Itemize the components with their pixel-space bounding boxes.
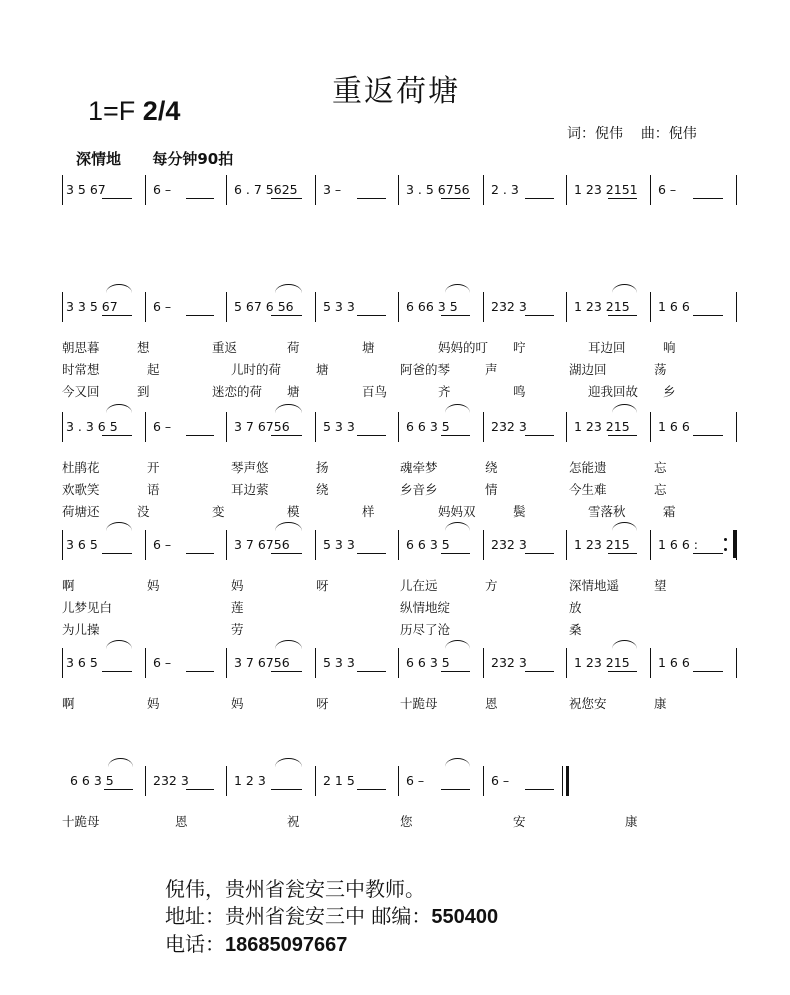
lyric-syllable: 呀 — [316, 578, 329, 593]
eighth-beam — [102, 198, 132, 199]
measure-notes: 6 6 3 5 — [406, 419, 450, 434]
lyric-syllable: 扬 — [316, 460, 329, 475]
lyric-syllable: 忘 — [654, 482, 667, 497]
barline — [650, 292, 651, 322]
barline — [650, 412, 651, 442]
postal-code: 550400 — [431, 906, 499, 928]
lyric-syllable: 十跪母 — [62, 814, 100, 829]
barline — [566, 292, 567, 322]
barline — [483, 175, 484, 205]
barline — [315, 648, 316, 678]
lyric-syllable: 恩 — [485, 696, 498, 711]
lyric-syllable: 阿爸的琴 — [400, 362, 451, 377]
bpm: 每分钟90拍 — [152, 150, 234, 168]
barline — [226, 648, 227, 678]
lyric-syllable: 鬓 — [513, 504, 526, 519]
slur — [445, 284, 471, 293]
final-barline — [562, 766, 563, 796]
measure-notes: 3 6 5 — [66, 655, 98, 670]
measure-notes: 3 3 5 67 — [66, 299, 118, 314]
measure-notes: 6 66 3 5 — [406, 299, 458, 314]
barline — [398, 412, 399, 442]
measure-notes: 6 – — [406, 773, 425, 788]
lyric-syllable: 忘 — [654, 460, 667, 475]
repeat-dot — [724, 548, 727, 551]
slur — [612, 522, 637, 531]
barline — [315, 766, 316, 796]
slur — [106, 404, 132, 413]
slur — [275, 404, 302, 413]
lyric-syllable: 怎能遗 — [569, 460, 607, 475]
barline — [736, 292, 737, 322]
slur — [275, 284, 302, 293]
barline — [398, 175, 399, 205]
eighth-beam — [357, 789, 386, 790]
lyric-syllable: 妈 — [147, 578, 160, 593]
measure-notes: 6 – — [153, 182, 172, 197]
lyric-syllable: 样 — [362, 504, 375, 519]
barline — [483, 766, 484, 796]
slur — [108, 758, 133, 767]
lyric-syllable: 祝您安 — [569, 696, 607, 711]
eighth-beam — [186, 198, 214, 199]
repeat-bar — [733, 530, 736, 558]
lyric-syllable: 语 — [147, 482, 160, 497]
lyric-syllable: 方 — [485, 578, 498, 593]
barline — [62, 412, 63, 442]
barline — [62, 648, 63, 678]
lyric-syllable: 啊 — [62, 696, 75, 711]
lyric-syllable: 迎我回故 — [588, 384, 639, 399]
barline — [226, 530, 227, 560]
author-info: 倪伟，贵州省瓮安三中教师。 — [165, 877, 425, 901]
measure-notes: 1 23 215 — [574, 299, 630, 314]
barline — [736, 175, 737, 205]
measure-notes: 2 1 5 — [323, 773, 355, 788]
lyric-syllable: 放 — [569, 600, 582, 615]
lyric-syllable: 纵情地绽 — [400, 600, 451, 615]
measure-notes: 3 5 67 — [66, 182, 106, 197]
barline — [226, 292, 227, 322]
barline — [398, 648, 399, 678]
composer: 曲：倪伟 — [640, 126, 697, 142]
expression: 深情地 — [76, 150, 122, 168]
measure-notes: 6 6 3 5 — [406, 655, 450, 670]
measure-notes: 1 2 3 — [234, 773, 266, 788]
lyric-syllable: 今又回 — [62, 384, 100, 399]
eighth-beam — [102, 553, 132, 554]
barline — [62, 292, 63, 322]
eighth-beam — [525, 315, 554, 316]
lyric-syllable: 鸣 — [513, 384, 526, 399]
barline — [566, 175, 567, 205]
lyric-syllable: 绕 — [316, 482, 329, 497]
lyric-syllable: 雪落秋 — [588, 504, 626, 519]
barline — [398, 766, 399, 796]
barline — [566, 648, 567, 678]
eighth-beam — [357, 553, 386, 554]
barline — [315, 530, 316, 560]
lyric-syllable: 儿在远 — [400, 578, 438, 593]
lyric-syllable: 塘 — [287, 384, 300, 399]
eighth-beam — [357, 435, 386, 436]
barline — [398, 530, 399, 560]
lyricist: 词：倪伟 — [567, 126, 623, 142]
slur — [106, 522, 132, 531]
measure-notes: 2 . 3 — [491, 182, 519, 197]
lyric-syllable: 康 — [654, 696, 667, 711]
measure-notes: 1 23 215 — [574, 419, 630, 434]
measure-notes: 3 – — [323, 182, 342, 197]
lyric-syllable: 到 — [137, 384, 150, 399]
song-title: 重返荷塘 — [332, 74, 460, 109]
barline — [226, 412, 227, 442]
measure-notes: 6 – — [153, 537, 172, 552]
lyric-syllable: 绕 — [485, 460, 498, 475]
slur — [106, 284, 132, 293]
lyric-syllable: 儿梦见白 — [62, 600, 113, 615]
phone-info — [165, 928, 347, 957]
eighth-beam — [186, 435, 214, 436]
barline — [62, 175, 63, 205]
measure-notes: 5 67 6 56 — [234, 299, 294, 314]
eighth-beam — [525, 198, 554, 199]
measure-notes: 6 – — [153, 655, 172, 670]
eighth-beam — [271, 553, 302, 554]
eighth-beam — [271, 435, 302, 436]
measure-notes: 232 3 — [491, 419, 527, 434]
eighth-beam — [441, 198, 471, 199]
lyric-syllable: 为儿操 — [62, 622, 100, 637]
lyric-syllable: 湖边回 — [569, 362, 607, 377]
lyric-syllable: 开 — [147, 460, 160, 475]
barline — [315, 292, 316, 322]
eighth-beam — [271, 315, 302, 316]
lyric-syllable: 响 — [663, 340, 676, 355]
measure-notes: 5 3 3 — [323, 299, 355, 314]
lyric-syllable: 迷恋的荷 — [212, 384, 263, 399]
barline — [226, 175, 227, 205]
slur — [612, 284, 637, 293]
eighth-beam — [608, 198, 637, 199]
meter: 2/4 — [142, 96, 181, 126]
measure-notes: 3 . 3 6 5 — [66, 419, 118, 434]
measure-notes: 6 – — [153, 419, 172, 434]
slur — [445, 640, 471, 649]
slur — [445, 758, 471, 767]
measure-notes: 3 7 6756 — [234, 537, 290, 552]
measure-notes: 1 6 6 — [658, 419, 690, 434]
barline — [483, 648, 484, 678]
lyric-syllable: 康 — [625, 814, 638, 829]
tempo-marking — [76, 148, 233, 169]
measure-notes: 5 3 3 — [323, 419, 355, 434]
lyric-syllable: 魂牵梦 — [400, 460, 438, 475]
eighth-beam — [441, 671, 471, 672]
eighth-beam — [271, 671, 302, 672]
eighth-beam — [693, 435, 723, 436]
lyric-syllable: 妈妈的叮 — [438, 340, 489, 355]
slur — [612, 640, 637, 649]
eighth-beam — [357, 198, 386, 199]
lyric-syllable: 桑 — [569, 622, 582, 637]
lyric-syllable: 十跪母 — [400, 696, 438, 711]
lyric-syllable: 荷 — [287, 340, 300, 355]
eighth-beam — [271, 198, 302, 199]
lyric-syllable: 重返 — [212, 340, 238, 355]
eighth-beam — [102, 435, 132, 436]
eighth-beam — [186, 315, 214, 316]
eighth-beam — [693, 553, 723, 554]
lyric-syllable: 历尽了沧 — [400, 622, 451, 637]
eighth-beam — [102, 671, 132, 672]
lyric-syllable: 妈 — [231, 578, 244, 593]
eighth-beam — [608, 315, 637, 316]
lyric-syllable: 耳边回 — [588, 340, 626, 355]
eighth-beam — [608, 553, 637, 554]
eighth-beam — [186, 671, 214, 672]
lyric-syllable: 塘 — [316, 362, 329, 377]
lyric-syllable: 妈妈双 — [438, 504, 476, 519]
eighth-beam — [693, 198, 723, 199]
lyric-syllable: 声 — [485, 362, 498, 377]
measure-notes: 5 3 3 — [323, 655, 355, 670]
eighth-beam — [525, 435, 554, 436]
measure-notes: 1 6 6 — [658, 655, 690, 670]
slur — [275, 758, 302, 767]
lyric-syllable: 塘 — [362, 340, 375, 355]
barline — [62, 530, 63, 560]
eighth-beam — [357, 671, 386, 672]
measure-notes: 232 3 — [491, 655, 527, 670]
lyric-syllable: 霜 — [663, 504, 676, 519]
eighth-beam — [357, 315, 386, 316]
barline — [736, 530, 737, 560]
eighth-beam — [608, 435, 637, 436]
eighth-beam — [693, 315, 723, 316]
lyric-syllable: 琴声悠 — [231, 460, 269, 475]
lyric-syllable: 百鸟 — [362, 384, 388, 399]
measure-notes: 232 3 — [153, 773, 189, 788]
lyric-syllable: 想 — [137, 340, 150, 355]
phone-number: 18685097667 — [225, 934, 348, 956]
barline — [650, 648, 651, 678]
lyric-syllable: 时常想 — [62, 362, 100, 377]
lyric-syllable: 乡 — [663, 384, 676, 399]
measure-notes: 6 . 7 5625 — [234, 182, 298, 197]
barline — [145, 766, 146, 796]
eighth-beam — [525, 553, 554, 554]
barline — [736, 648, 737, 678]
lyric-syllable: 耳边萦 — [231, 482, 269, 497]
measure-notes: 1 23 2151 — [574, 182, 638, 197]
measure-notes: 5 3 3 — [323, 537, 355, 552]
repeat-dot — [724, 538, 727, 541]
barline — [483, 412, 484, 442]
lyric-syllable: 荡 — [654, 362, 667, 377]
measure-notes: 3 7 6756 — [234, 655, 290, 670]
measure-notes: 232 3 — [491, 299, 527, 314]
barline — [315, 175, 316, 205]
lyric-syllable: 杜鹃花 — [62, 460, 100, 475]
lyric-syllable: 荷塘还 — [62, 504, 100, 519]
slur — [445, 522, 471, 531]
measure-notes: 1 6 6 — [658, 299, 690, 314]
measure-notes: 3 . 5 6756 — [406, 182, 470, 197]
final-barline-thick — [566, 766, 569, 796]
address-label: 地址：贵州省瓮安三中 邮编： — [165, 904, 432, 928]
phone-label: 电话： — [165, 932, 225, 956]
lyric-syllable: 祝 — [287, 814, 300, 829]
barline — [145, 412, 146, 442]
barline — [145, 648, 146, 678]
barline — [398, 292, 399, 322]
lyric-syllable: 朝思暮 — [62, 340, 100, 355]
eighth-beam — [104, 789, 133, 790]
lyric-syllable: 恩 — [175, 814, 188, 829]
lyric-syllable: 今生难 — [569, 482, 607, 497]
measure-notes: 3 6 5 — [66, 537, 98, 552]
barline — [145, 292, 146, 322]
eighth-beam — [441, 435, 471, 436]
lyric-syllable: 变 — [212, 504, 225, 519]
measure-notes: 6 6 3 5 — [70, 773, 114, 788]
measure-notes: 3 7 6756 — [234, 419, 290, 434]
eighth-beam — [441, 315, 471, 316]
measure-notes: 6 – — [491, 773, 510, 788]
lyric-syllable: 妈 — [231, 696, 244, 711]
lyric-syllable: 望 — [654, 578, 667, 593]
eighth-beam — [525, 789, 554, 790]
barline — [145, 175, 146, 205]
eighth-beam — [186, 553, 214, 554]
barline — [483, 292, 484, 322]
slur — [275, 522, 302, 531]
lyric-syllable: 啊 — [62, 578, 75, 593]
measure-notes: 1 6 6 : — [658, 537, 698, 552]
barline — [650, 530, 651, 560]
key: 1=F — [88, 96, 136, 126]
measure-notes: 232 3 — [491, 537, 527, 552]
lyric-syllable: 齐 — [438, 384, 451, 399]
measure-notes: 6 – — [153, 299, 172, 314]
lyric-syllable: 模 — [287, 504, 300, 519]
eighth-beam — [441, 553, 471, 554]
lyric-syllable: 深情地遥 — [569, 578, 620, 593]
lyric-syllable: 妈 — [147, 696, 160, 711]
eighth-beam — [608, 671, 637, 672]
lyric-syllable: 您 — [400, 814, 413, 829]
key-signature — [88, 96, 180, 127]
barline — [226, 766, 227, 796]
lyric-syllable: 咛 — [513, 340, 526, 355]
lyric-syllable: 没 — [137, 504, 150, 519]
lyric-syllable: 儿时的荷 — [231, 362, 282, 377]
lyric-syllable: 乡音乡 — [400, 482, 438, 497]
slur — [106, 640, 132, 649]
lyric-syllable: 莲 — [231, 600, 244, 615]
slur — [445, 404, 471, 413]
lyric-syllable: 劳 — [231, 622, 244, 637]
eighth-beam — [186, 789, 214, 790]
barline — [566, 530, 567, 560]
lyric-syllable: 呀 — [316, 696, 329, 711]
eighth-beam — [271, 789, 302, 790]
measure-notes: 6 6 3 5 — [406, 537, 450, 552]
barline — [566, 412, 567, 442]
address-info — [165, 900, 498, 929]
eighth-beam — [441, 789, 471, 790]
lyric-syllable: 起 — [147, 362, 160, 377]
barline — [650, 175, 651, 205]
barline — [483, 530, 484, 560]
slur — [275, 640, 302, 649]
lyric-syllable: 欢歌笑 — [62, 482, 100, 497]
barline — [315, 412, 316, 442]
measure-notes: 6 – — [658, 182, 677, 197]
lyric-syllable: 情 — [485, 482, 498, 497]
lyric-syllable: 安 — [513, 814, 526, 829]
measure-notes: 1 23 215 — [574, 655, 630, 670]
slur — [612, 404, 637, 413]
barline — [736, 412, 737, 442]
eighth-beam — [693, 671, 723, 672]
eighth-beam — [525, 671, 554, 672]
eighth-beam — [102, 315, 132, 316]
barline — [145, 530, 146, 560]
measure-notes: 1 23 215 — [574, 537, 630, 552]
credits — [567, 123, 697, 143]
